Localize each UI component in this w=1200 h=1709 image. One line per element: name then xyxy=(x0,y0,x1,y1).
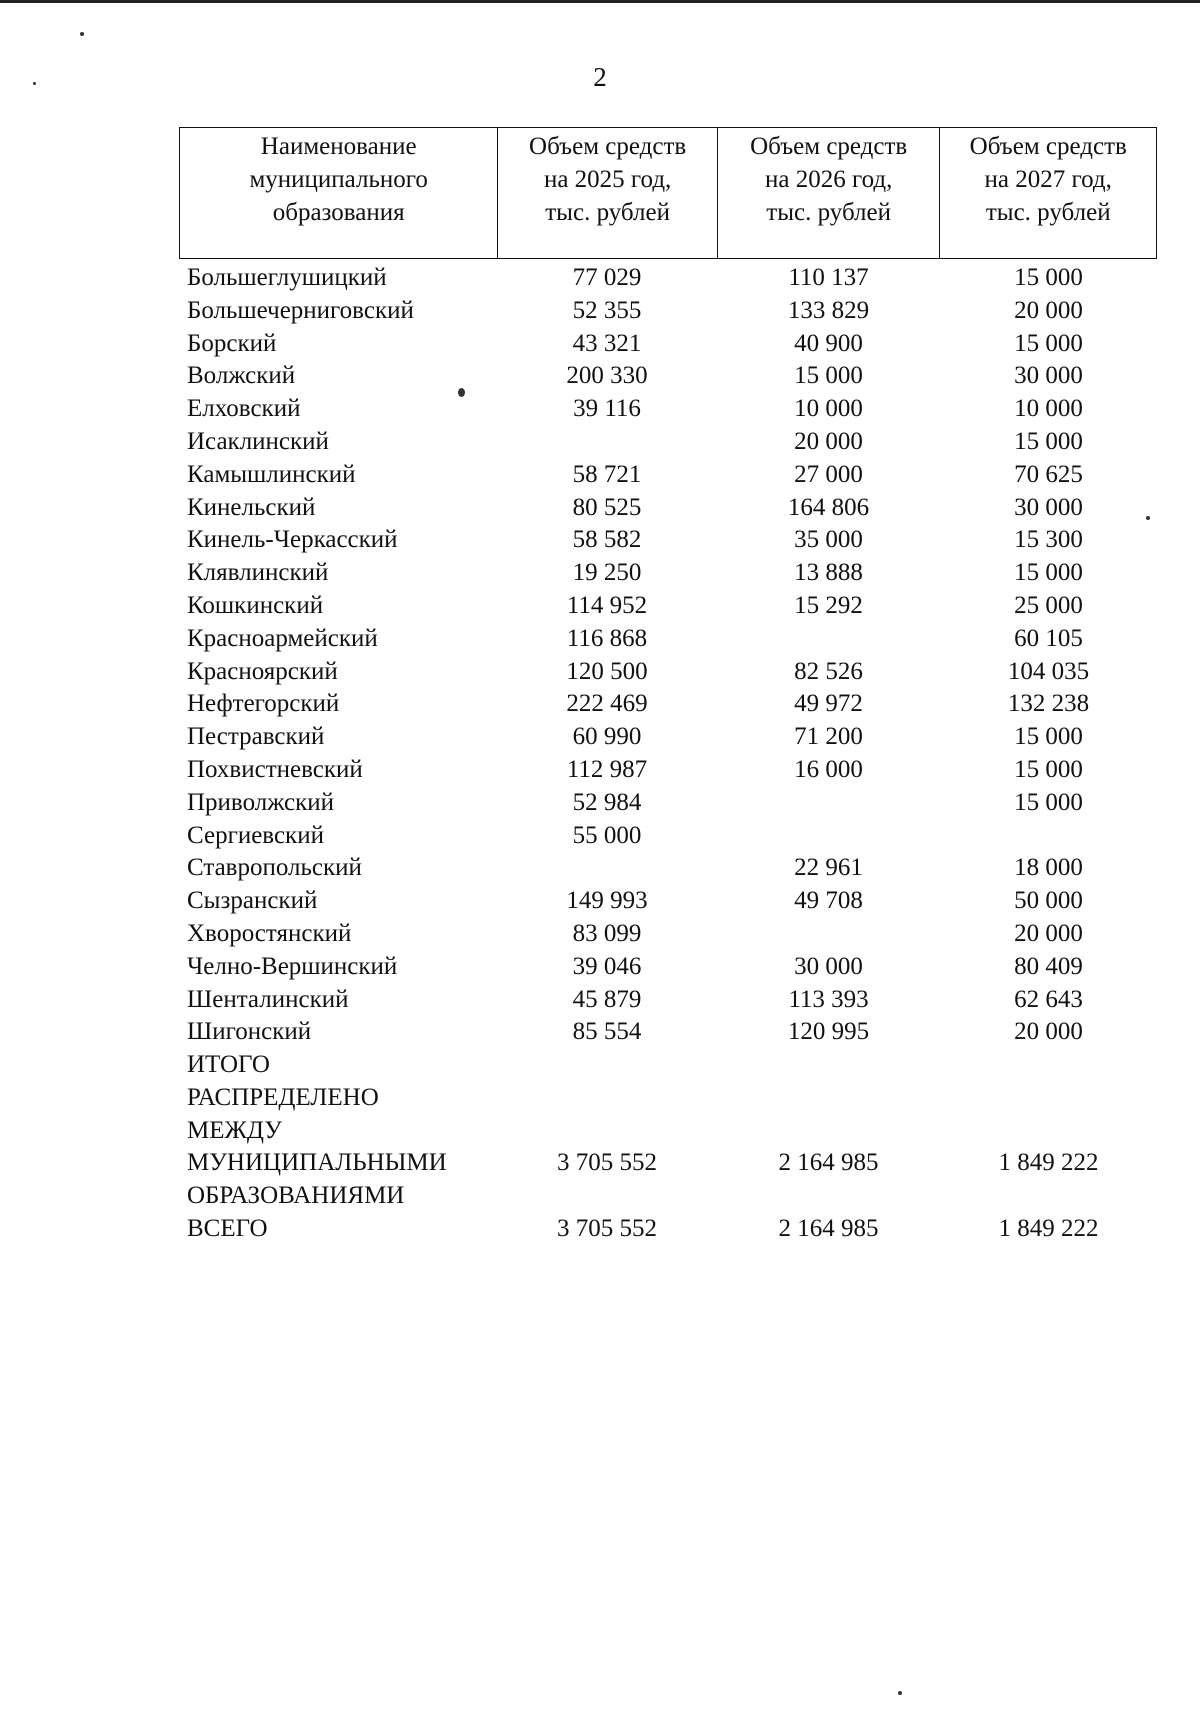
total-distributed-2025: 3 705 552 xyxy=(557,1149,657,1177)
total-distributed-2027: 1 849 222 xyxy=(998,1149,1099,1177)
header-municipality xyxy=(180,128,497,258)
top-edge-line xyxy=(0,0,1200,3)
row-value-2026: 49 708 xyxy=(794,887,863,915)
row-value-2025: 200 330 xyxy=(566,362,648,390)
row-value-2027: 20 000 xyxy=(1014,296,1083,324)
row-value-2025: 149 993 xyxy=(566,887,648,915)
row-municipality: Хворостянский xyxy=(187,919,352,947)
row-municipality: Шенталинский xyxy=(187,985,349,1013)
table-row xyxy=(179,426,1157,459)
row-value-2025: 80 525 xyxy=(572,493,642,521)
row-value-2025: 52 355 xyxy=(572,296,642,324)
grand-total-2025: 3 705 552 xyxy=(557,1215,657,1242)
row-value-2026: 71 200 xyxy=(794,723,863,751)
table-row xyxy=(179,557,1157,590)
row-value-2025: 83 099 xyxy=(572,919,642,947)
grand-total-2026: 2 164 985 xyxy=(778,1215,879,1242)
row-value-2026 xyxy=(717,820,940,853)
row-value-2027: 25 000 xyxy=(1014,591,1083,619)
row-municipality: Нефтегорский xyxy=(187,690,340,718)
row-municipality: Исаклинский xyxy=(187,427,329,455)
grand-total-row xyxy=(179,1213,1157,1246)
row-value-2026: 49 972 xyxy=(794,690,863,718)
row-municipality: Кинель-Черкасский xyxy=(187,526,398,554)
row-value-2025: 112 987 xyxy=(566,755,648,783)
header-line: тыс. рублей xyxy=(766,199,892,226)
row-municipality: Красноярский xyxy=(187,657,338,685)
header-line: на 2025 год, xyxy=(543,166,672,193)
header-line: Объем средств xyxy=(529,133,687,160)
row-value-2025: 222 469 xyxy=(566,690,648,718)
row-value-2026: 15 292 xyxy=(794,591,863,619)
table-row xyxy=(179,492,1157,525)
row-value-2026: 40 900 xyxy=(794,329,863,357)
row-value-2026: 113 393 xyxy=(788,985,869,1013)
row-value-2025: 43 321 xyxy=(572,329,642,357)
row-value-2027: 20 000 xyxy=(1014,919,1083,947)
table-row xyxy=(179,885,1157,918)
row-value-2025: 60 990 xyxy=(572,723,642,751)
row-value-2027: 60 105 xyxy=(1014,624,1083,652)
row-municipality: Борский xyxy=(187,329,277,357)
row-value-2026 xyxy=(717,623,940,656)
header-line: Объем средств xyxy=(969,133,1127,160)
row-value-2025: 77 029 xyxy=(572,264,642,291)
row-value-2025: 116 868 xyxy=(566,624,648,652)
table-row xyxy=(179,623,1157,656)
row-value-2027: 132 238 xyxy=(1007,690,1090,718)
header-2027 xyxy=(939,128,1156,258)
row-value-2027: 80 409 xyxy=(1014,952,1083,980)
total-distributed-label xyxy=(187,1049,447,1213)
row-municipality: Шигонский xyxy=(187,1018,312,1046)
table-row xyxy=(179,328,1157,361)
row-value-2026: 120 995 xyxy=(787,1018,870,1046)
table-row xyxy=(179,951,1157,984)
scan-speck xyxy=(1146,516,1150,520)
row-value-2026: 15 000 xyxy=(794,362,863,390)
row-value-2026: 30 000 xyxy=(794,952,863,980)
header-line: тыс. рублей xyxy=(985,199,1111,226)
row-value-2027: 15 000 xyxy=(1014,427,1083,455)
row-value-2027: 10 000 xyxy=(1014,395,1083,423)
row-value-2027 xyxy=(940,820,1157,853)
row-municipality: Ставропольский xyxy=(187,854,362,882)
row-value-2026 xyxy=(717,787,940,820)
header-line: Объем средств xyxy=(750,133,908,160)
row-value-2027: 104 035 xyxy=(1007,657,1090,685)
row-value-2027: 15 000 xyxy=(1014,723,1083,751)
row-value-2027: 15 300 xyxy=(1014,526,1083,554)
row-municipality: Челно-Вершинский xyxy=(187,952,398,980)
row-value-2025 xyxy=(497,426,717,459)
scan-speck xyxy=(80,32,84,36)
total-label-line: ИТОГО xyxy=(187,1051,270,1078)
row-value-2027: 15 000 xyxy=(1014,788,1083,816)
row-municipality: Большеглушицкий xyxy=(187,264,387,291)
row-value-2026: 22 961 xyxy=(794,854,863,882)
row-value-2027: 15 000 xyxy=(1014,329,1083,357)
row-municipality: Пестравский xyxy=(187,723,325,751)
row-value-2025: 55 000 xyxy=(572,821,642,849)
table-row xyxy=(179,984,1157,1017)
row-municipality: Камышлинский xyxy=(187,460,356,488)
row-value-2026: 133 829 xyxy=(787,296,870,324)
row-value-2026: 20 000 xyxy=(794,427,863,455)
row-municipality: Волжский xyxy=(187,362,296,390)
row-value-2027: 70 625 xyxy=(1014,460,1083,488)
table-row xyxy=(179,295,1157,328)
row-value-2026: 10 000 xyxy=(794,395,863,423)
header-line: муниципального xyxy=(249,166,428,193)
row-value-2025: 120 500 xyxy=(566,657,648,685)
table-body xyxy=(179,262,1157,1049)
row-municipality: Елховский xyxy=(187,395,301,423)
row-value-2026: 27 000 xyxy=(794,460,863,488)
row-municipality: Клявлинский xyxy=(187,559,329,587)
row-value-2025: 58 582 xyxy=(572,526,642,554)
row-value-2026: 13 888 xyxy=(794,559,863,587)
row-municipality: Приволжский xyxy=(187,788,335,816)
row-municipality: Сызранский xyxy=(187,887,318,915)
total-distributed-2026: 2 164 985 xyxy=(778,1149,879,1177)
header-2026 xyxy=(717,128,940,258)
row-municipality: Похвистневский xyxy=(187,755,363,783)
row-value-2025: 45 879 xyxy=(572,985,642,1013)
row-value-2025: 114 952 xyxy=(566,591,648,619)
table-row xyxy=(179,787,1157,820)
row-value-2025: 52 984 xyxy=(572,788,642,816)
row-municipality: Кинельский xyxy=(187,493,316,521)
row-value-2026: 82 526 xyxy=(794,657,863,685)
table-row xyxy=(179,262,1157,295)
row-value-2026 xyxy=(717,918,940,951)
table-row xyxy=(179,918,1157,951)
row-value-2027: 30 000 xyxy=(1014,362,1083,390)
row-value-2027: 15 000 xyxy=(1014,559,1083,587)
row-municipality: Сергиевский xyxy=(187,821,324,849)
total-label-line: ОБРАЗОВАНИЯМИ xyxy=(187,1182,405,1210)
row-value-2027: 50 000 xyxy=(1014,887,1083,915)
scan-speck xyxy=(33,82,36,85)
row-value-2025: 19 250 xyxy=(572,559,642,587)
row-municipality: Большечерниговский xyxy=(187,296,414,324)
row-value-2026: 110 137 xyxy=(788,264,869,291)
grand-total-label: ВСЕГО xyxy=(187,1215,268,1242)
table-row xyxy=(179,852,1157,885)
header-2025 xyxy=(497,128,717,258)
row-value-2027: 15 000 xyxy=(1014,755,1083,783)
row-value-2027: 18 000 xyxy=(1014,854,1083,882)
row-municipality: Кошкинский xyxy=(187,591,324,619)
table-header xyxy=(179,127,1157,259)
total-label-line: РАСПРЕДЕЛЕНО xyxy=(187,1083,379,1111)
total-label-line: МЕЖДУ xyxy=(187,1116,282,1144)
row-value-2026: 16 000 xyxy=(794,755,863,783)
row-value-2025: 85 554 xyxy=(572,1018,642,1046)
total-label-line: МУНИЦИПАЛЬНЫМИ xyxy=(187,1149,447,1177)
table-row xyxy=(179,590,1157,623)
row-value-2026: 164 806 xyxy=(787,493,870,521)
table-row xyxy=(179,459,1157,492)
table-row xyxy=(179,721,1157,754)
table-row xyxy=(179,656,1157,689)
table-row xyxy=(179,393,1157,426)
page-number: 2 xyxy=(593,62,607,92)
row-value-2027: 30 000 xyxy=(1014,493,1083,521)
table-row xyxy=(179,820,1157,853)
grand-total-2027: 1 849 222 xyxy=(998,1215,1099,1242)
scan-speck xyxy=(458,388,465,397)
table-row xyxy=(179,1016,1157,1049)
scan-speck xyxy=(898,1691,902,1695)
row-value-2025 xyxy=(497,852,717,885)
table-row xyxy=(179,524,1157,557)
row-municipality: Красноармейский xyxy=(187,624,378,652)
row-value-2027: 20 000 xyxy=(1014,1018,1083,1046)
header-line: на 2026 год, xyxy=(764,166,893,193)
row-value-2027: 62 643 xyxy=(1014,985,1083,1013)
table-row xyxy=(179,360,1157,393)
header-line: на 2027 год, xyxy=(984,166,1112,193)
row-value-2025: 39 046 xyxy=(572,952,642,980)
row-value-2026: 35 000 xyxy=(794,526,863,554)
header-line: тыс. рублей xyxy=(545,199,670,226)
header-line: Наименование xyxy=(260,133,417,160)
header-line: образования xyxy=(272,199,405,226)
table-row xyxy=(179,688,1157,721)
row-value-2025: 58 721 xyxy=(572,460,642,488)
row-value-2025: 39 116 xyxy=(573,395,641,423)
table-row xyxy=(179,754,1157,787)
row-value-2027: 15 000 xyxy=(1014,264,1083,291)
